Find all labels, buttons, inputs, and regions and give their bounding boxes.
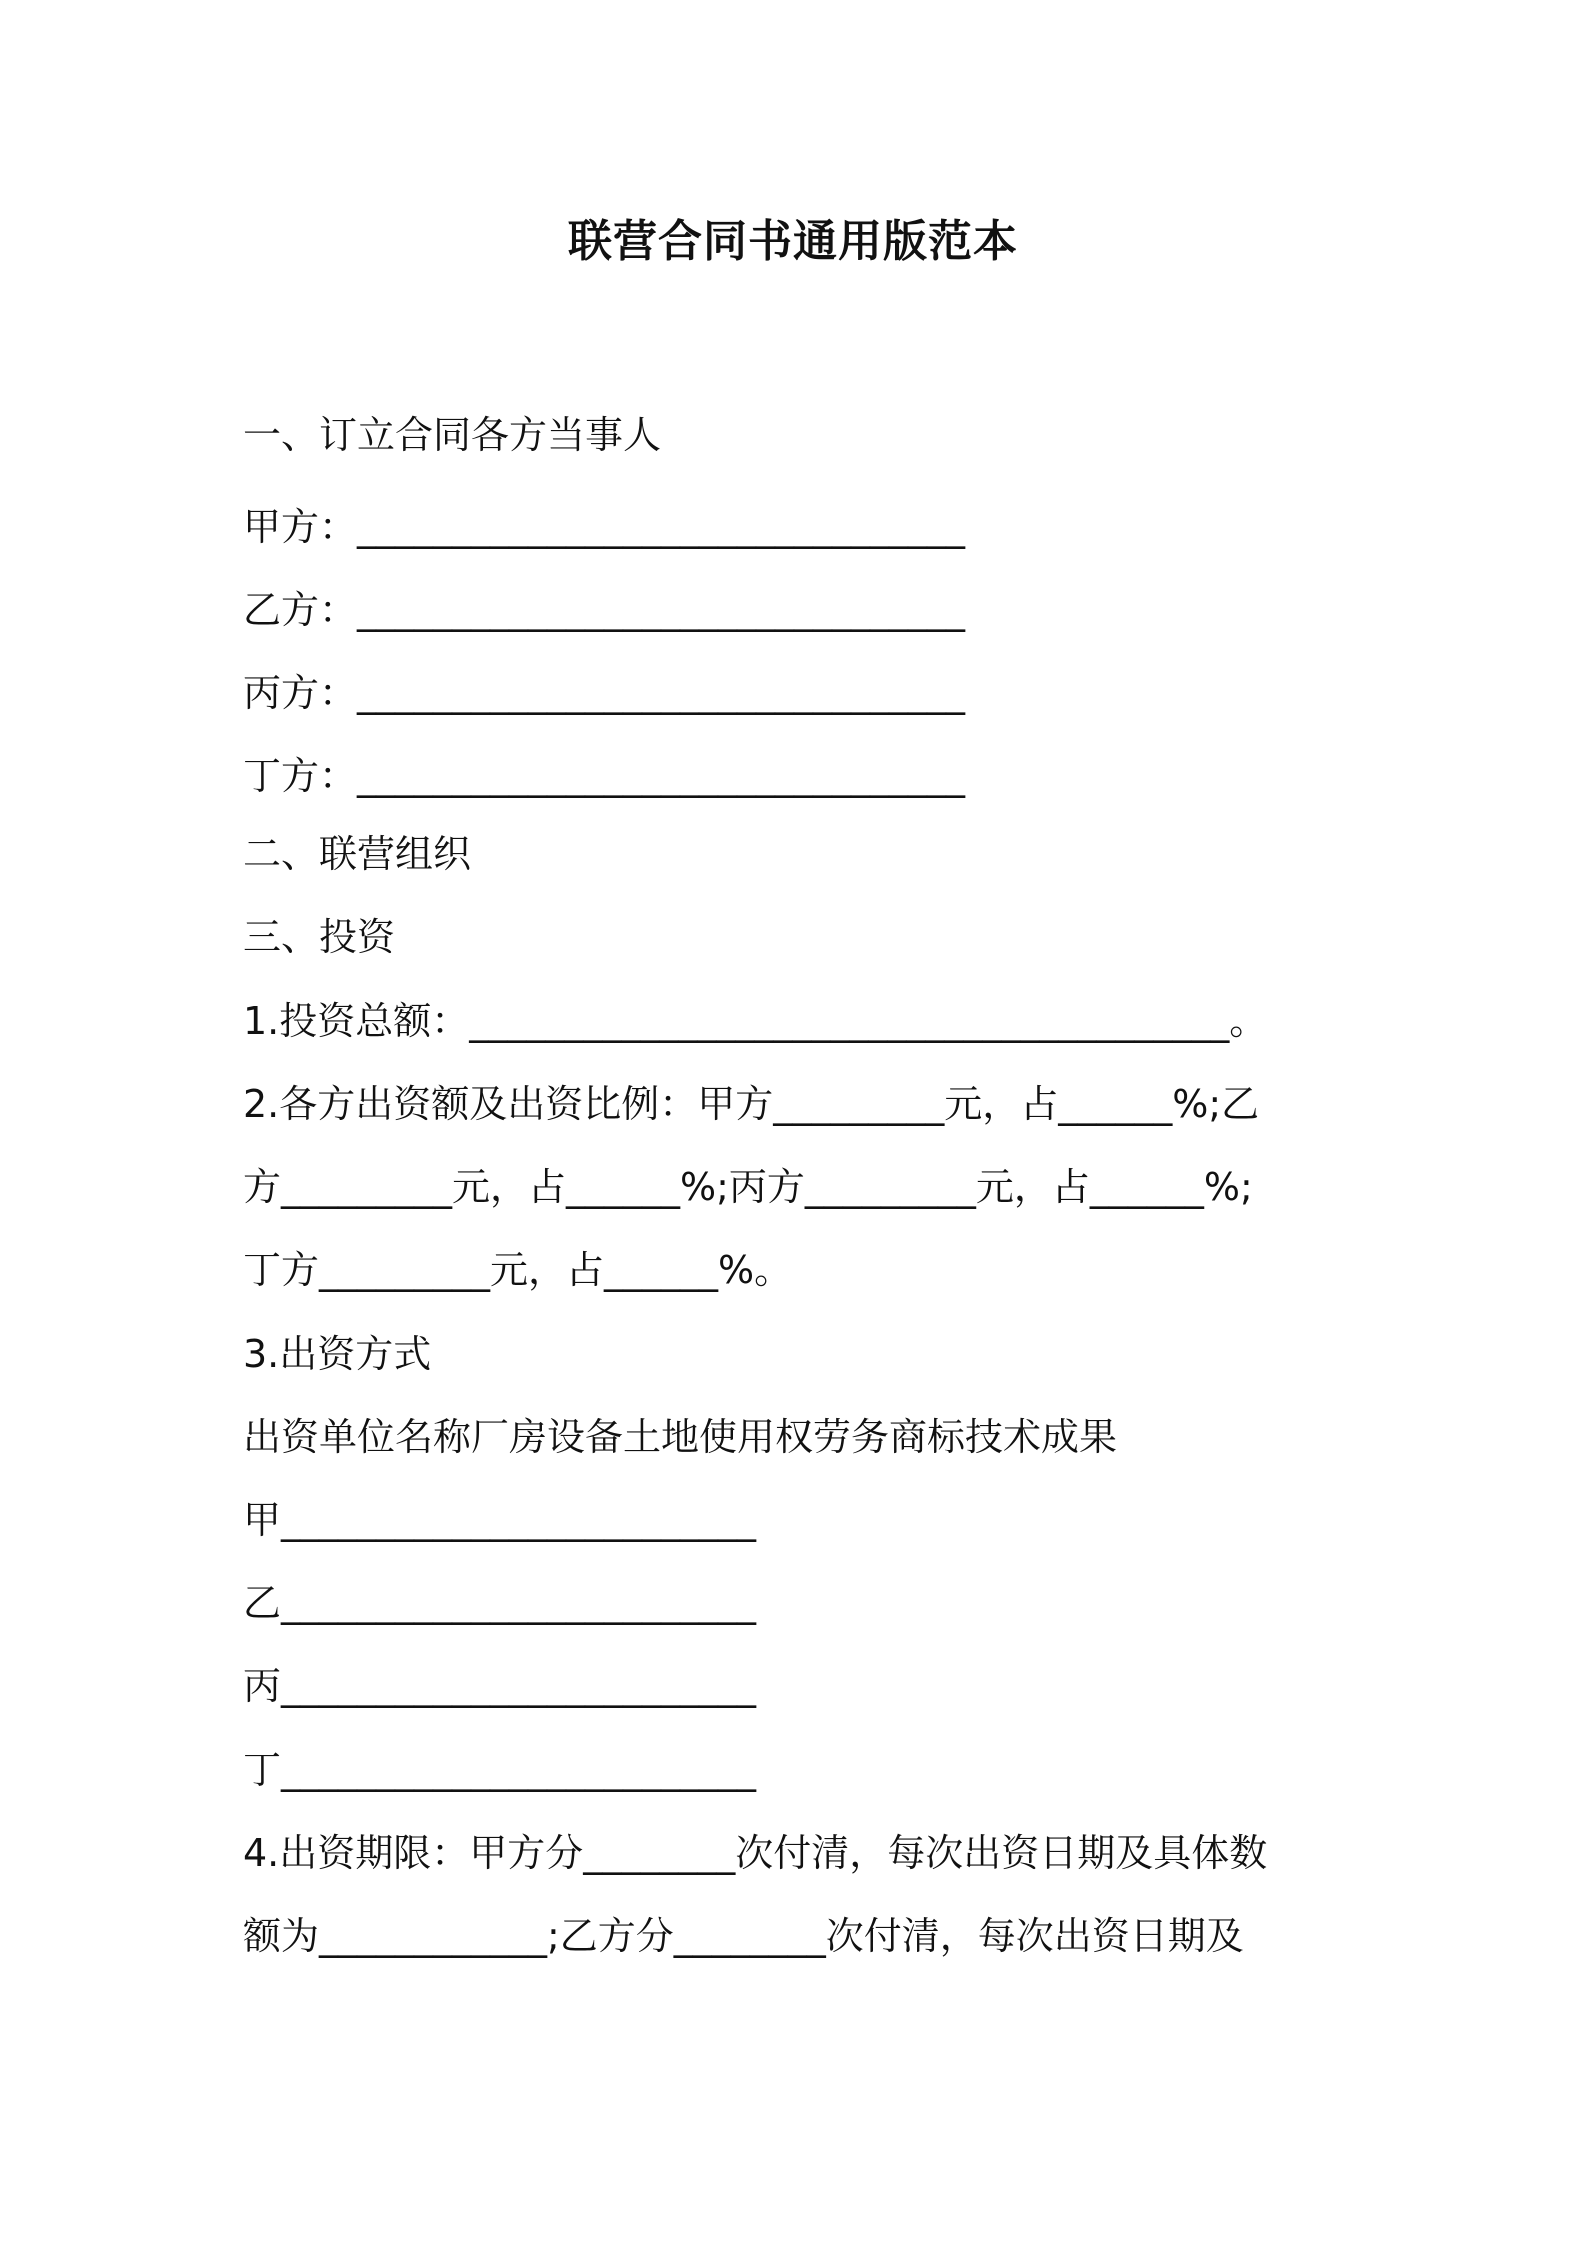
party-c-line: 丙方：________________________________ xyxy=(243,671,966,715)
section-heading-investment: 三、投资 xyxy=(243,915,396,959)
contribution-term-line-1: 4.出资期限：甲方分________次付清，每次出资日期及具体数 xyxy=(243,1831,1268,1875)
contribution-row-d: 丁_________________________ xyxy=(243,1748,757,1792)
section-heading-organization: 二、联营组织 xyxy=(243,832,472,876)
contribution-ratio-line-2: 方_________元，占______%;丙方_________元，占______%; xyxy=(243,1165,1253,1209)
contribution-term-line-2: 额为____________;乙方分________次付清，每次出资日期及 xyxy=(243,1914,1244,1958)
contribution-row-b: 乙_________________________ xyxy=(243,1581,757,1625)
party-a-line: 甲方：________________________________ xyxy=(243,505,966,549)
party-d-line: 丁方：________________________________ xyxy=(243,754,966,798)
document-title: 联营合同书通用版范本 xyxy=(568,216,1018,267)
contribution-ratio-line-1: 2.各方出资额及出资比例：甲方_________元，占______%;乙 xyxy=(243,1082,1260,1126)
contribution-row-a: 甲_________________________ xyxy=(243,1498,757,1542)
contribution-ratio-line-3: 丁方_________元，占______%。 xyxy=(243,1248,793,1292)
section-heading-parties: 一、订立合同各方当事人 xyxy=(243,413,662,457)
contribution-method-heading: 3.出资方式 xyxy=(243,1332,432,1376)
investment-total-line: 1.投资总额：________________________________________。 xyxy=(243,999,1268,1043)
contribution-row-c: 丙_________________________ xyxy=(243,1664,757,1708)
party-b-line: 乙方：________________________________ xyxy=(243,588,966,632)
contribution-columns-line: 出资单位名称厂房设备土地使用权劳务商标技术成果 xyxy=(243,1415,1118,1459)
